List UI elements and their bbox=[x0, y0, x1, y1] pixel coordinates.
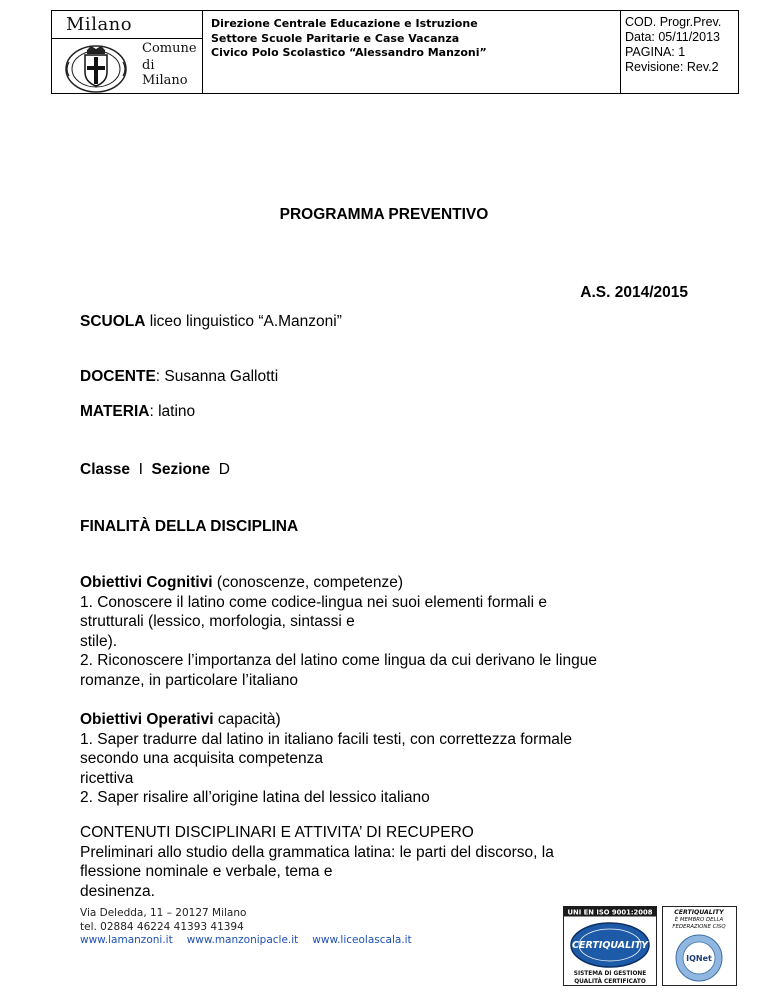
department-line: Direzione Centrale Educazione e Istruzione bbox=[211, 17, 478, 30]
cert-member-1: CERTIQUALITY bbox=[674, 909, 724, 916]
cert-member-2: È MEMBRO DELLA bbox=[674, 917, 724, 923]
milano-wordmark: Milano bbox=[66, 14, 133, 35]
classe-value: I bbox=[138, 461, 143, 478]
code-cell bbox=[621, 11, 739, 94]
cert-caption-2: QUALITÀ CERTIFICATO bbox=[574, 979, 646, 985]
contenuti-line: Preliminari allo studio della grammatica latina: le parti del discorso, la bbox=[80, 843, 554, 861]
operativi-line: ricettiva bbox=[80, 769, 134, 787]
footer-address: Via Deledda, 11 – 20127 Milano bbox=[80, 907, 247, 919]
obiettivi-cognitivi bbox=[80, 573, 720, 690]
cert-member-3: FEDERAZIONE CISQ bbox=[672, 924, 726, 930]
cognitivi-line: 1. Conoscere il latino come codice-lingua nei suoi elementi formali e bbox=[80, 593, 547, 611]
classe-field bbox=[80, 461, 230, 479]
docente-label: DOCENTE bbox=[80, 368, 156, 385]
docente-value: : Susanna Gallotti bbox=[155, 368, 279, 385]
header-table bbox=[51, 10, 739, 94]
comune-line-1: Comune bbox=[142, 41, 197, 56]
cert-iqnet: IQNet bbox=[686, 954, 712, 963]
cert-standard: UNI EN ISO 9001:2008 bbox=[567, 908, 653, 917]
certification-badge bbox=[563, 906, 737, 986]
footer-link-manzonipacle[interactable]: www.manzonipacle.it bbox=[186, 934, 299, 946]
cognitivi-heading: Obiettivi Cognitivi bbox=[80, 574, 213, 591]
operativi-line: 2. Saper risalire all’origine latina del lessico italiano bbox=[80, 789, 430, 806]
contenuti-line: desinenza. bbox=[80, 882, 155, 900]
page-line: PAGINA: 1 bbox=[625, 45, 686, 59]
materia-label: MATERIA bbox=[80, 403, 150, 420]
operativi-line: secondo una acquisita competenza bbox=[80, 750, 323, 767]
sezione-label: Sezione bbox=[151, 461, 211, 478]
date-line: Data: 05/11/2013 bbox=[625, 30, 720, 44]
footer bbox=[80, 907, 426, 948]
code-line: COD. Progr.Prev. bbox=[625, 15, 722, 29]
school-year: A.S. 2014/2015 bbox=[580, 284, 688, 301]
scuola-field bbox=[80, 313, 342, 331]
department-line: Settore Scuole Paritarie e Case Vacanza bbox=[211, 31, 460, 45]
logo-cell bbox=[52, 11, 203, 94]
cognitivi-line: romanze, in particolare l’italiano bbox=[80, 671, 298, 689]
contenuti-heading: CONTENUTI DISCIPLINARI E ATTIVITA’ DI RECUPERO bbox=[80, 824, 474, 841]
document-title: PROGRAMMA PREVENTIVO bbox=[279, 206, 489, 223]
scuola-value: liceo linguistico “A.Manzoni” bbox=[145, 313, 342, 330]
footer-link-lamanzoni[interactable]: www.lamanzoni.it bbox=[80, 934, 173, 946]
department-line: Civico Polo Scolastico “Alessandro Manzoni” bbox=[211, 46, 487, 59]
cognitivi-line: 2. Riconoscere l’importanza del latino come lingua da cui derivano le lingue bbox=[80, 652, 597, 669]
footer-phone: tel. 02884 46224 41393 41394 bbox=[80, 920, 244, 933]
department-cell bbox=[203, 11, 621, 94]
obiettivi-operativi bbox=[80, 710, 720, 808]
contenuti-line: flessione nominale e verbale, tema e bbox=[80, 863, 333, 880]
cert-brand: CERTIQUALITY bbox=[571, 940, 649, 951]
operativi-heading: Obiettivi Operativi bbox=[80, 711, 214, 728]
footer-link-liceolascala[interactable]: www.liceolascala.it bbox=[312, 934, 412, 946]
finalita-heading: FINALITÀ DELLA DISCIPLINA bbox=[80, 518, 299, 535]
logo-divider bbox=[52, 38, 202, 39]
materia-field bbox=[80, 403, 195, 421]
materia-value: : latino bbox=[149, 403, 196, 420]
revision-line: Revisione: Rev.2 bbox=[625, 60, 719, 74]
sezione-value: D bbox=[218, 461, 230, 478]
cognitivi-note: (conoscenze, competenze) bbox=[212, 574, 404, 591]
operativi-note: capacità) bbox=[213, 711, 281, 728]
docente-field bbox=[80, 368, 278, 386]
cognitivi-line: strutturali (lessico, morfologia, sintassi e bbox=[80, 613, 355, 630]
cognitivi-line: stile). bbox=[80, 632, 118, 650]
contenuti-section bbox=[80, 823, 720, 901]
milano-crest-icon bbox=[63, 42, 129, 94]
classe-label: Classe bbox=[80, 461, 130, 478]
comune-line-2: di Milano bbox=[142, 58, 188, 88]
operativi-line: 1. Saper tradurre dal latino in italiano facili testi, con correttezza formale bbox=[80, 730, 572, 748]
cert-caption-1: SISTEMA DI GESTIONE bbox=[573, 971, 647, 977]
scuola-label: SCUOLA bbox=[80, 313, 146, 330]
